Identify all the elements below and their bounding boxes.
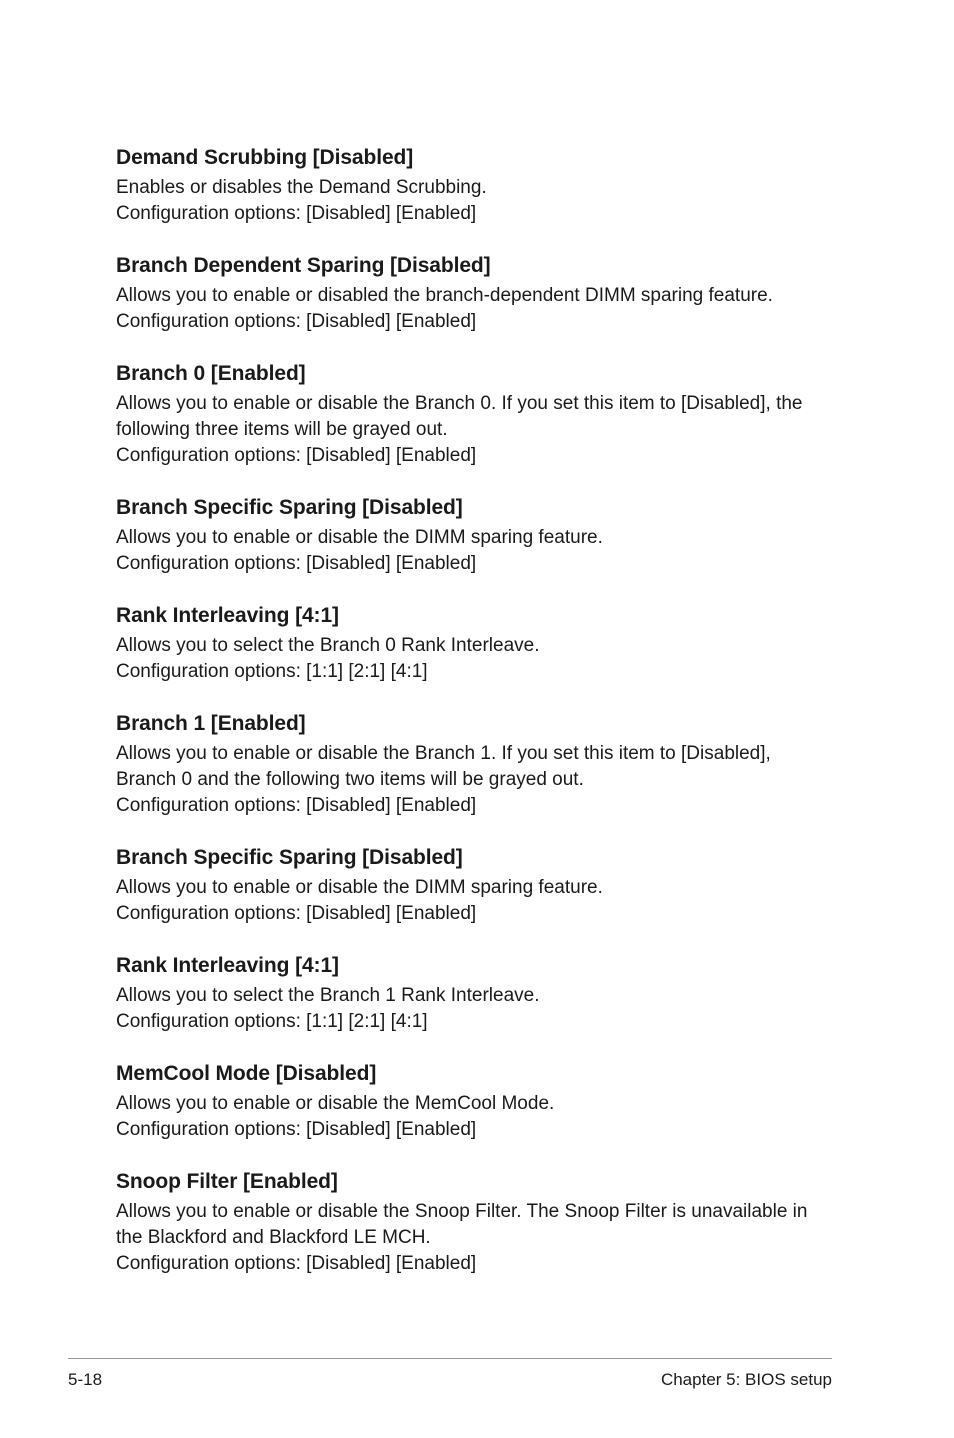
description-line: Allows you to enable or disable the Snoop Filter. The Snoop Filter is unavailable in [116, 1201, 808, 1222]
section-snoop-filter [116, 1166, 846, 1277]
section-branch-specific-sparing-1 [116, 842, 846, 927]
description-line: the Blackford and Blackford LE MCH. [116, 1227, 431, 1248]
section-description [116, 983, 846, 1035]
section-title: Branch Specific Sparing [Disabled] [116, 496, 463, 519]
section-description [116, 175, 846, 227]
section-title: Branch 0 [Enabled] [116, 362, 306, 385]
section-description [116, 741, 846, 819]
section-rank-interleaving-0 [116, 600, 846, 685]
description-line: Enables or disables the Demand Scrubbing. [116, 177, 487, 198]
config-options-line: Configuration options: [Disabled] [Enabled] [116, 1253, 477, 1274]
section-title: Rank Interleaving [4:1] [116, 604, 339, 627]
config-options-line: Configuration options: [Disabled] [Enabled] [116, 1119, 477, 1140]
page-number: 5-18 [68, 1370, 103, 1389]
description-line: Branch 0 and the following two items will be grayed out. [116, 769, 584, 790]
footer-divider [68, 1358, 832, 1359]
description-line: Allows you to select the Branch 0 Rank Interleave. [116, 635, 540, 656]
config-options-line: Configuration options: [Disabled] [Enabled] [116, 553, 477, 574]
config-options-line: Configuration options: [1:1] [2:1] [4:1] [116, 661, 428, 682]
document-body [116, 142, 846, 1300]
description-line: Allows you to enable or disable the DIMM sparing feature. [116, 527, 603, 548]
section-demand-scrubbing [116, 142, 846, 227]
section-title: Branch 1 [Enabled] [116, 712, 306, 735]
chapter-title: Chapter 5: BIOS setup [660, 1370, 832, 1389]
section-title: Snoop Filter [Enabled] [116, 1170, 338, 1193]
section-description [116, 283, 846, 335]
section-description [116, 525, 846, 577]
config-options-line: Configuration options: [1:1] [2:1] [4:1] [116, 1011, 428, 1032]
section-title: Demand Scrubbing [Disabled] [116, 146, 414, 169]
section-description [116, 875, 846, 927]
description-line: Allows you to enable or disable the MemCool Mode. [116, 1093, 555, 1114]
section-title: Rank Interleaving [4:1] [116, 954, 339, 977]
section-branch-0 [116, 358, 846, 469]
config-options-line: Configuration options: [Disabled] [Enabled] [116, 903, 477, 924]
config-options-line: Configuration options: [Disabled] [Enabled] [116, 795, 477, 816]
section-branch-dependent-sparing [116, 250, 846, 335]
section-title: Branch Dependent Sparing [Disabled] [116, 254, 491, 277]
description-line: Allows you to enable or disable the Branch 1. If you set this item to [Disabled], [116, 743, 771, 764]
description-line: Allows you to enable or disable the DIMM sparing feature. [116, 877, 603, 898]
section-memcool-mode [116, 1058, 846, 1143]
config-options-line: Configuration options: [Disabled] [Enabled] [116, 203, 477, 224]
section-branch-specific-sparing-0 [116, 492, 846, 577]
section-description [116, 1091, 846, 1143]
section-title: MemCool Mode [Disabled] [116, 1062, 377, 1085]
description-line: Allows you to enable or disabled the branch-dependent DIMM sparing feature. [116, 285, 773, 306]
section-rank-interleaving-1 [116, 950, 846, 1035]
section-title: Branch Specific Sparing [Disabled] [116, 846, 463, 869]
description-line: Allows you to enable or disable the Branch 0. If you set this item to [Disabled], the [116, 393, 803, 414]
section-branch-1 [116, 708, 846, 819]
description-line: following three items will be grayed out. [116, 419, 448, 440]
section-description [116, 1199, 846, 1277]
config-options-line: Configuration options: [Disabled] [Enabled] [116, 311, 477, 332]
section-description [116, 633, 846, 685]
description-line: Allows you to select the Branch 1 Rank Interleave. [116, 985, 540, 1006]
section-description [116, 391, 846, 469]
config-options-line: Configuration options: [Disabled] [Enabled] [116, 445, 477, 466]
